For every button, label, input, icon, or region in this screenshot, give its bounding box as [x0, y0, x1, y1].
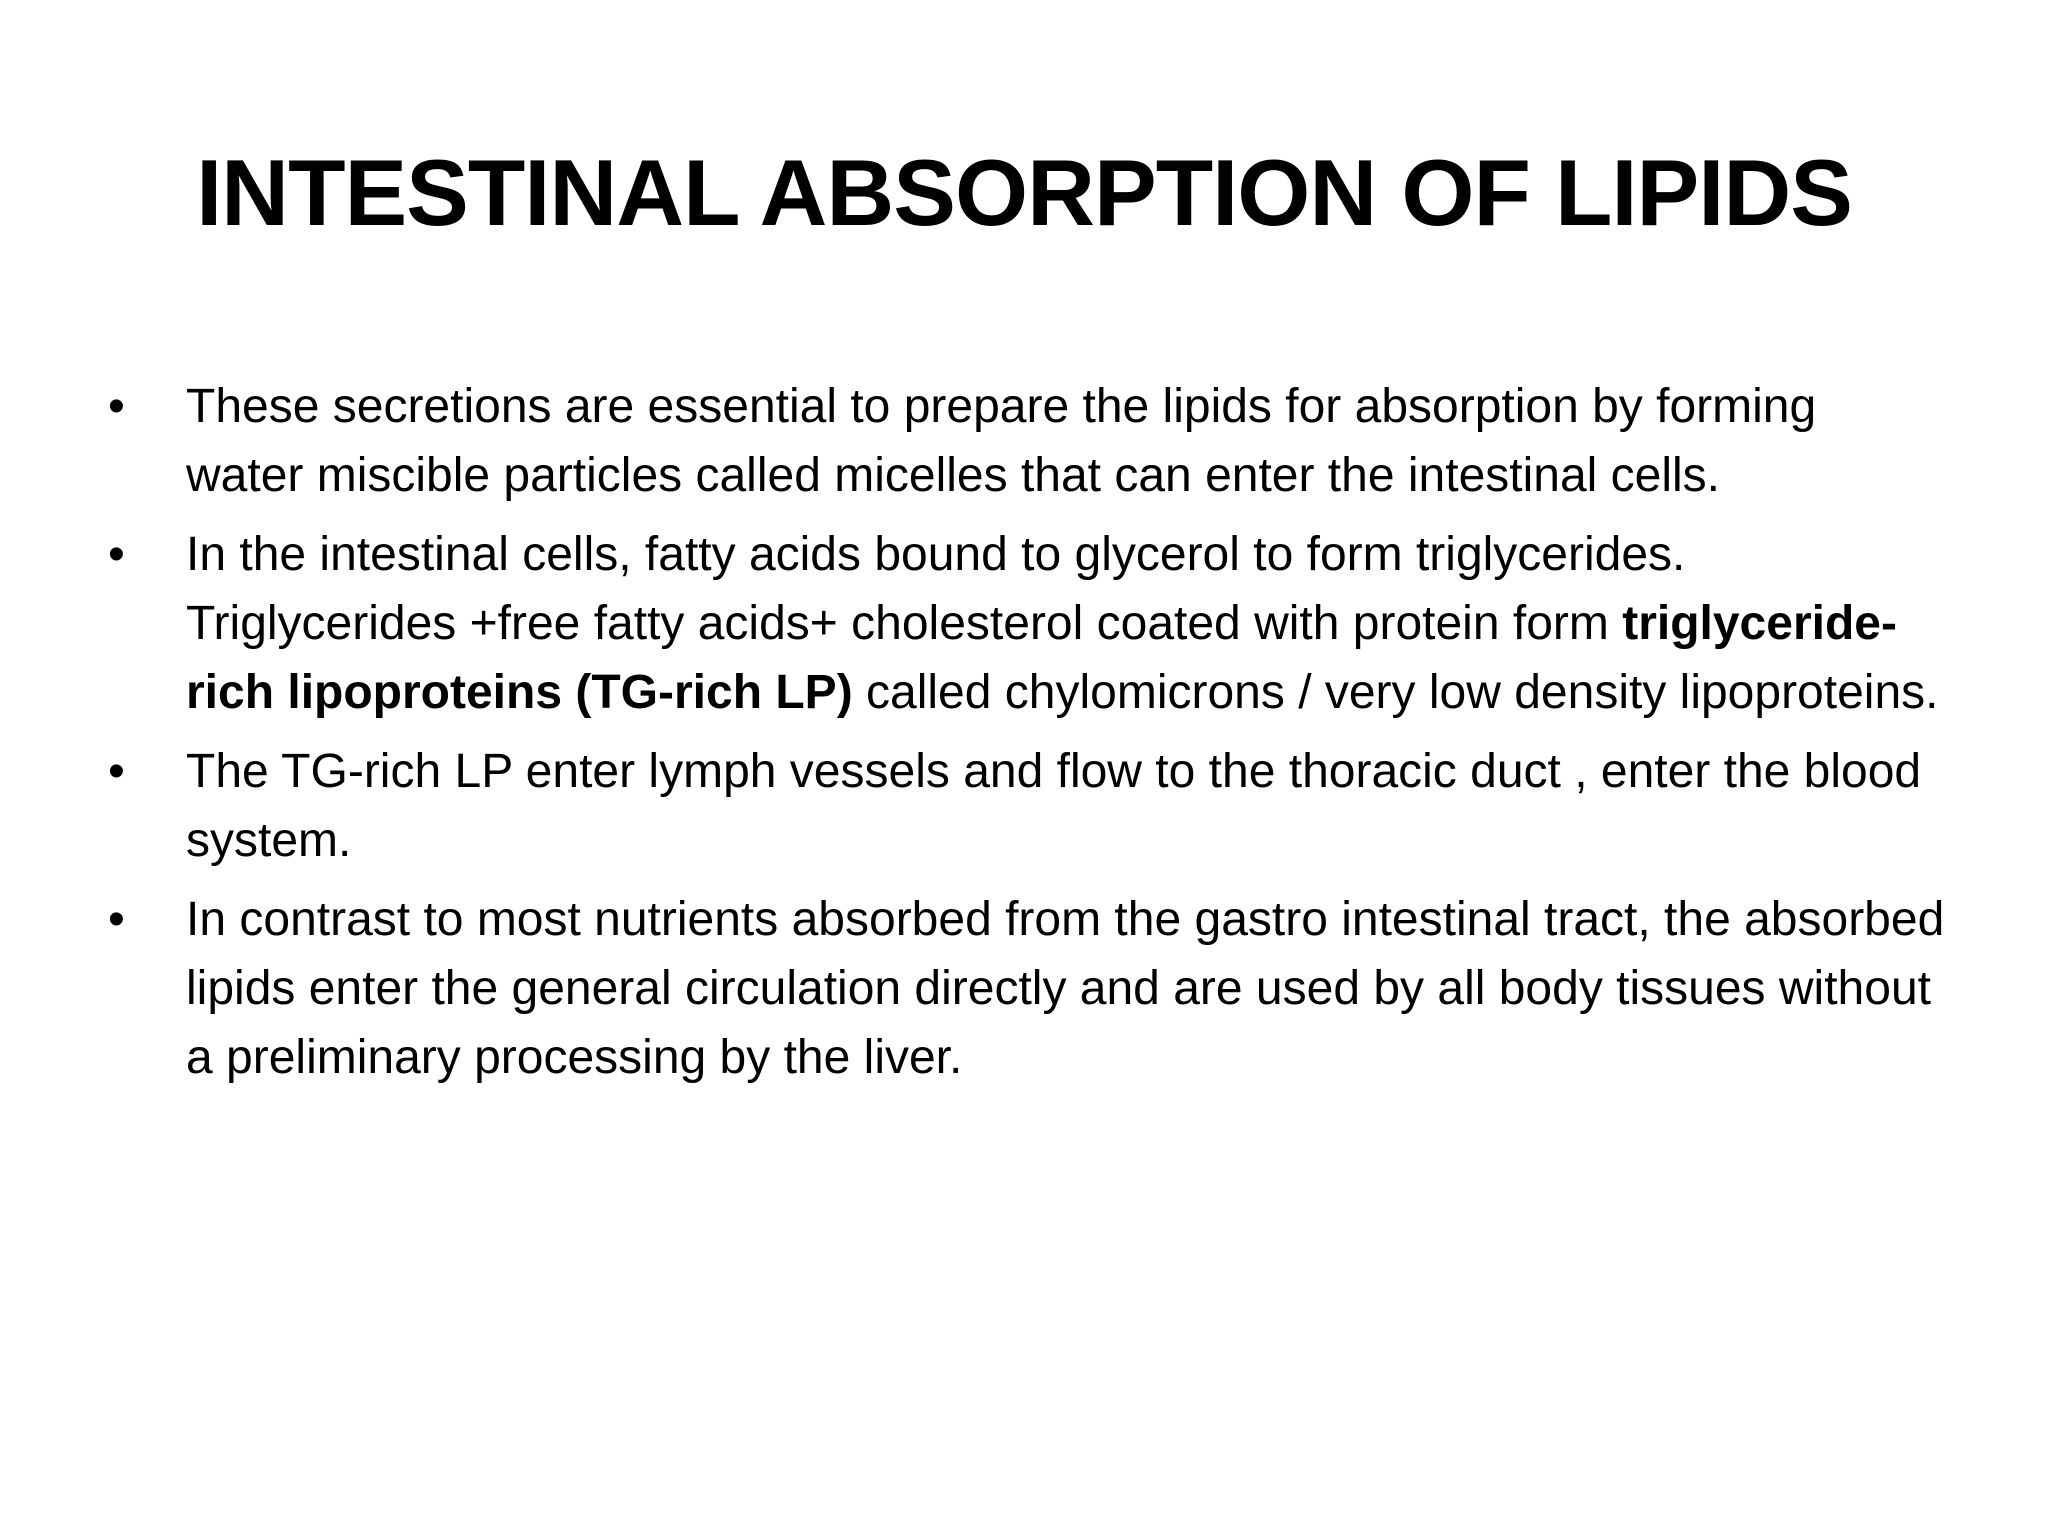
bullet-text-4: In contrast to most nutrients absorbed from the gastro intestinal tract, the absorbed lipids enter the general circulation directly and are used by all body tissues without a preliminary processing by the liver. — [186, 893, 1945, 1084]
bullet-item-2 — [0, 520, 1946, 727]
bullet-text-2-before: In the intestinal cells, fatty acids bound to glycerol to form triglycerides. Triglycerides +free fatty acids+ cholesterol coated with protein form — [186, 528, 1686, 650]
bullet-marker: • — [108, 528, 125, 581]
bullet-marker: • — [108, 745, 125, 798]
bullet-text-2-after: called chylomicrons / very low density lipoproteins. — [852, 666, 1939, 719]
bullet-text-2-bold: triglyceride-rich lipoproteins (TG-rich LP) — [186, 597, 1897, 719]
bullet-item-3 — [0, 737, 1946, 875]
bullet-marker: • — [108, 893, 125, 946]
bullet-text-1: These secretions are essential to prepare the lipids for absorption by forming water miscible particles called micelles that can enter the intestinal cells. — [186, 380, 1817, 502]
bullet-text-2 — [186, 520, 1946, 727]
bullet-item-1 — [0, 372, 1946, 510]
bullet-marker: • — [108, 380, 125, 433]
bullet-item-4 — [0, 885, 1946, 1092]
bullet-text-3: The TG-rich LP enter lymph vessels and flow to the thoracic duct , enter the blood system. — [186, 745, 1922, 867]
bullet-list — [0, 372, 2048, 1102]
slide-title: INTESTINAL ABSORPTION OF LIPIDS — [196, 140, 1852, 245]
